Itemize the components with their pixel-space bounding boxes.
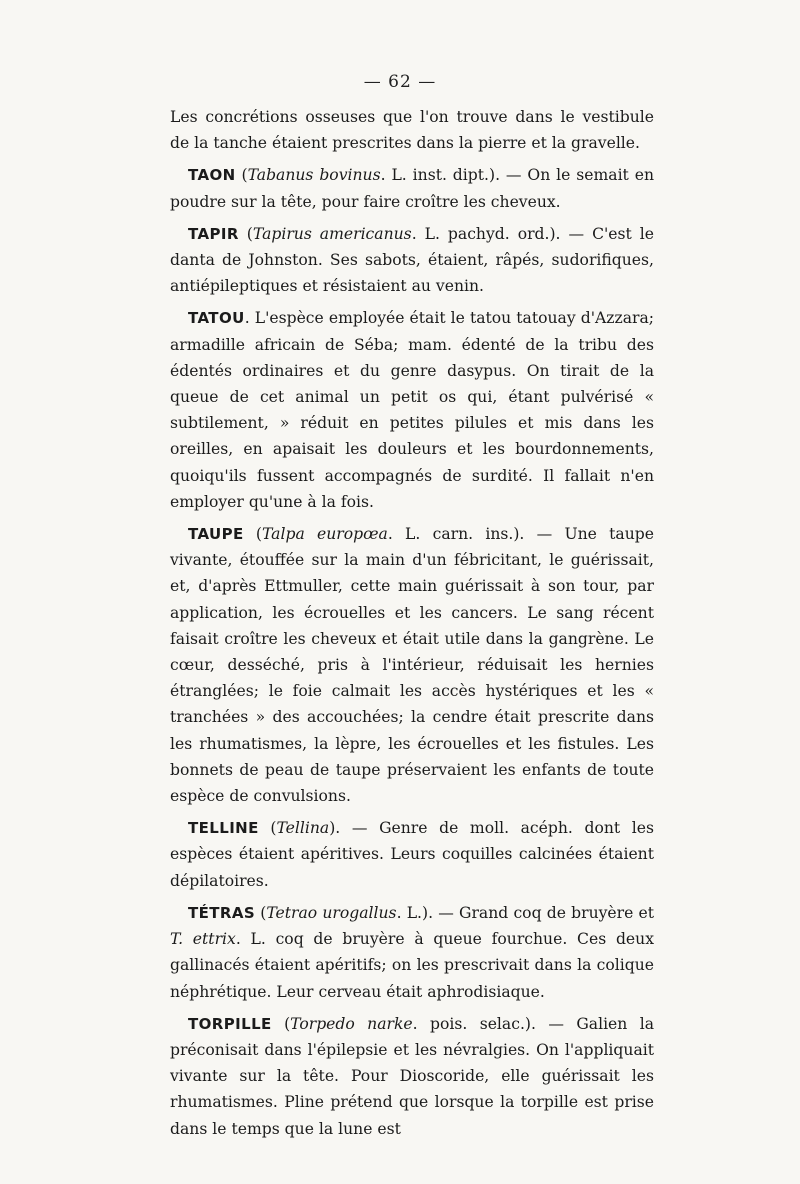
entry-open-paren: ( bbox=[235, 166, 248, 185]
entry-term: TÉTRAS bbox=[188, 903, 256, 922]
entry-text-continued: . L. coq de bruyère à queue fourchue. Ces deux gallinacés étaient apéritifs; on les prescrivait dans la colique néphrétique. Leur cerveau était aphrodisiaque. bbox=[170, 930, 654, 1001]
latin-name: Tabanus bovinus bbox=[247, 166, 381, 185]
latin-name: Tellina bbox=[276, 819, 330, 838]
entry-telline bbox=[170, 815, 654, 894]
entry-open-paren: ( bbox=[238, 224, 253, 243]
latin-name: Tapirus americanus bbox=[252, 224, 412, 243]
paragraph-intro bbox=[170, 104, 654, 156]
entry-text: . pois. selac.). — Galien la préconisait dans l'épilepsie et les névralgies. On l'appliquait vivante sur la tête. Pour Dioscoride, elle guérissait les rhumatismes. Pline prétend que lorsque la torpille est prise dans le temps que la lune est bbox=[170, 1014, 654, 1138]
page-number: — 62 — bbox=[363, 72, 437, 92]
entry-taon bbox=[170, 162, 654, 214]
entry-tatou bbox=[170, 305, 654, 515]
entry-open-paren: ( bbox=[243, 525, 262, 544]
entry-text: . L. inst. dipt.). — On le semait en poudre sur la tête, pour faire croître les cheveux. bbox=[170, 166, 654, 211]
entry-term: TAUPE bbox=[188, 525, 244, 544]
entry-text: . L.). — Grand coq de bruyère et bbox=[396, 903, 655, 922]
paragraph-text: Les concrétions osseuses que l'on trouve dans le vestibule de la tanche étaient prescrites dans la pierre et la gravelle. bbox=[170, 108, 654, 153]
entry-term: TORPILLE bbox=[188, 1014, 272, 1033]
entry-text: . L. pachyd. ord.). — C'est le danta de Johnston. Ses sabots, étaient, râpés, sudorifiques, antiépileptiques et résistaient au venin. bbox=[170, 224, 654, 296]
entry-term: TAON bbox=[188, 166, 236, 185]
latin-name: Talpa europœa bbox=[261, 525, 388, 544]
entry-open-paren: ( bbox=[255, 903, 267, 922]
entry-torpille bbox=[170, 1011, 654, 1142]
entry-taupe bbox=[170, 521, 654, 809]
entry-tapir bbox=[170, 221, 654, 300]
latin-name-secondary: T. ettrix bbox=[170, 930, 236, 949]
entry-open-paren: ( bbox=[271, 1014, 291, 1033]
entry-term: TELLINE bbox=[188, 819, 259, 838]
entry-term: TATOU bbox=[188, 309, 245, 328]
latin-name: Torpedo narke bbox=[290, 1014, 413, 1033]
entry-text: ). — Genre de moll. acéph. dont les espèces étaient apéritives. Leurs coquilles calcinées étaient dépilatoires. bbox=[170, 819, 654, 890]
latin-name: Tetrao urogallus bbox=[266, 903, 397, 922]
entry-tetras bbox=[170, 900, 654, 1005]
text-body bbox=[170, 104, 654, 1148]
entry-open-paren: ( bbox=[258, 819, 277, 838]
entry-text: . L. carn. ins.). — Une taupe vivante, étouffée sur la main d'un fébricitant, le guérissait, et, d'après Ettmuller, cette main guérissait à son tour, par application, les écrouelles et les cancers. Le sang récent faisait croître les cheveux et était utile dans la gangrène. Le cœur, desséché, pris à l'intérieur, réduisait les hernies étranglées; le foie calmait les accès hystériques et les « tranchées » des accouchées; la cendre était prescrite dans les rhumatismes, la lèpre, les écrouelles et les fistules. Les bonnets de peau de taupe préservaient les enfants de toute espèce de convulsions. bbox=[170, 525, 654, 806]
entry-term: TAPIR bbox=[188, 224, 239, 243]
entry-text: . L'espèce employée était le tatou tatouay d'Azzara; armadille africain de Séba; mam. édenté de la tribu des édentés ordinaires et du genre dasypus. On tirait de la queue de cet animal un petit os qui, étant pulvérisé « subtilement, » réduit en petites pilules et mis dans les oreilles, en apaisait les douleurs et les bourdonnements, quoiqu'ils fussent accompagnés de surdité. Il fallait n'en employer qu'une à la fois. bbox=[170, 309, 654, 511]
